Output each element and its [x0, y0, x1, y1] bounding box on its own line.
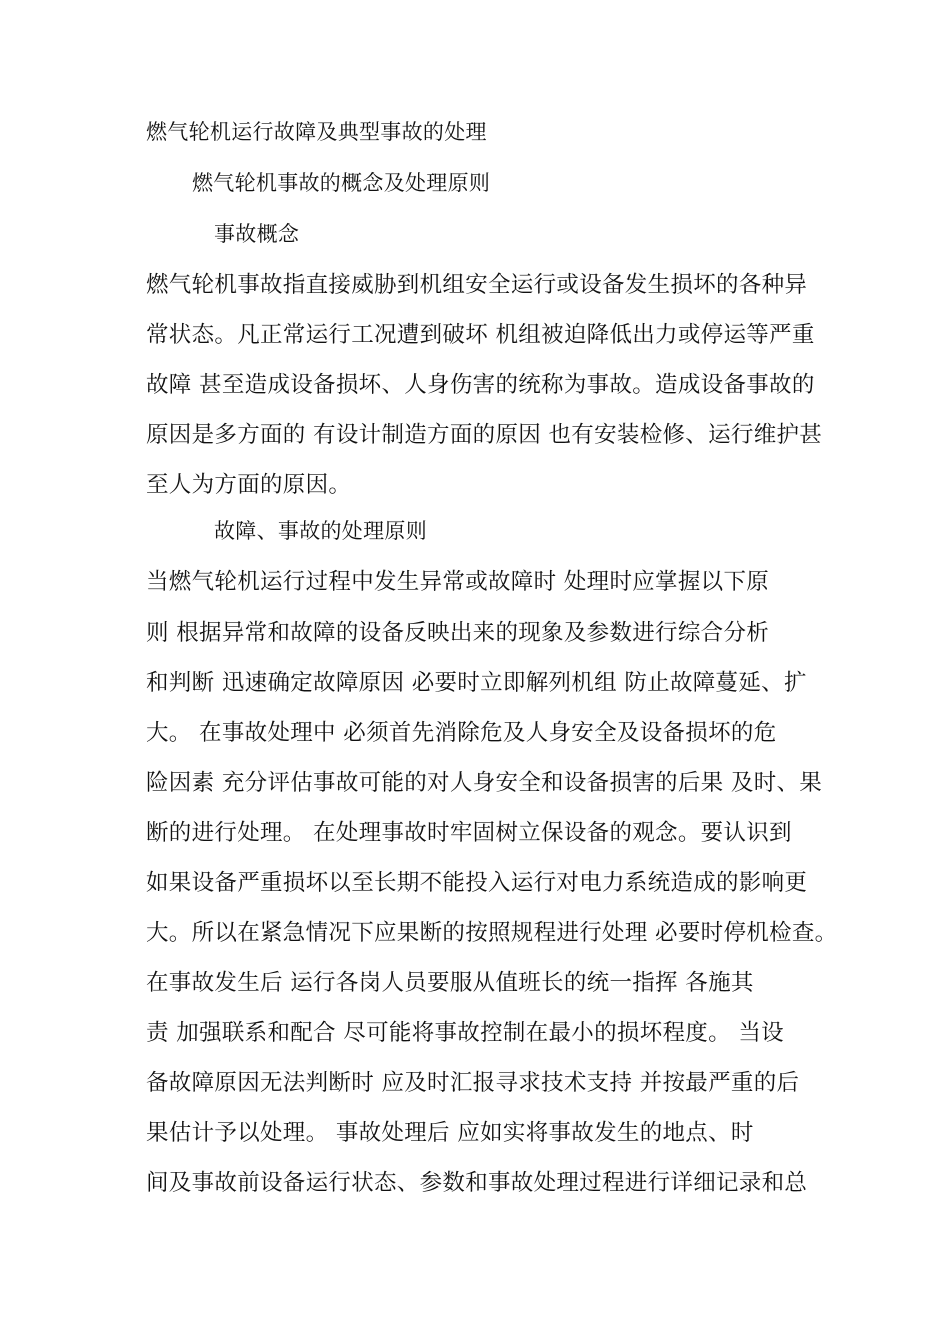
paragraph-line: 大。所以在紧急情况下应果断的按照规程进行处理 必要时停机检查。: [146, 920, 838, 946]
paragraph-line: 责 加强联系和配合 尽可能将事故控制在最小的损坏程度。 当设: [146, 1020, 784, 1046]
paragraph-line: 则 根据异常和故障的设备反映出来的现象及参数进行综合分析: [146, 620, 770, 646]
paragraph-line: 果估计予以处理。 事故处理后 应如实将事故发生的地点、时: [146, 1120, 754, 1146]
paragraph-line: 间及事故前设备运行状态、参数和事故处理过程进行详细记录和总: [146, 1170, 808, 1196]
paragraph-line: 故障 甚至造成设备损坏、人身伤害的统称为事故。造成设备事故的: [146, 372, 815, 398]
subsection-heading: 故障、事故的处理原则: [214, 519, 427, 543]
paragraph-line: 大。 在事故处理中 必须首先消除危及人身安全及设备损坏的危: [146, 720, 777, 746]
subsection-heading: 事故概念: [214, 222, 300, 246]
paragraph-line: 如果设备严重损坏以至长期不能投入运行对电力系统造成的影响更: [146, 870, 808, 896]
paragraph-line: 常状态。凡正常运行工况遭到破坏 机组被迫降低出力或停运等严重: [146, 322, 815, 348]
paragraph-line: 备故障原因无法判断时 应及时汇报寻求技术支持 并按最严重的后: [146, 1070, 800, 1096]
paragraph-line: 断的进行处理。 在处理事故时牢固树立保设备的观念。要认识到: [146, 820, 792, 846]
paragraph-line: 至人为方面的原因。: [146, 472, 352, 498]
paragraph-line: 险因素 充分评估事故可能的对人身安全和设备损害的后果 及时、果: [146, 770, 823, 796]
document-title: 燃气轮机运行故障及典型事故的处理: [146, 120, 487, 144]
paragraph-line: 在事故发生后 运行各岗人员要服从值班长的统一指挥 各施其: [146, 970, 754, 996]
paragraph-line: 原因是多方面的 有设计制造方面的原因 也有安装检修、运行维护甚: [146, 422, 823, 448]
paragraph-line: 当燃气轮机运行过程中发生异常或故障时 处理时应掌握以下原: [146, 569, 770, 595]
paragraph-line: 燃气轮机事故指直接威胁到机组安全运行或设备发生损坏的各种异: [146, 272, 808, 298]
paragraph-line: 和判断 迅速确定故障原因 必要时立即解列机组 防止故障蔓延、扩: [146, 670, 807, 696]
section-heading: 燃气轮机事故的概念及处理原则: [192, 171, 491, 195]
